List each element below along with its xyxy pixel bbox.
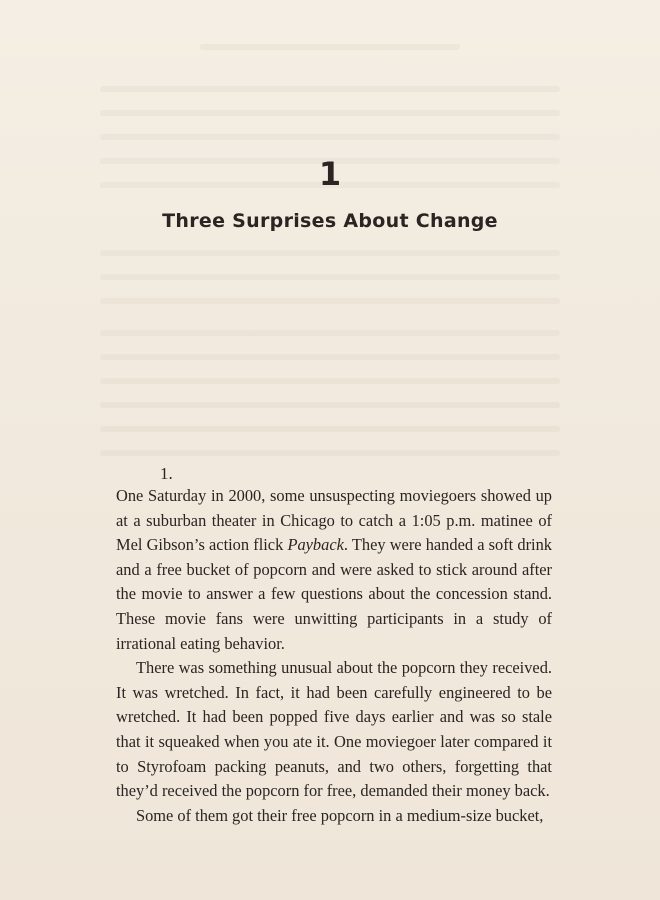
- paragraph-1-text-end: . They were handed a soft drink and a free bucket of popcorn and were asked to stick around after the movie to answer a few questions about the concession stand. These movie fans were unwitting participants in a study of irrational eating behavior.: [116, 535, 553, 653]
- show-through-line: [100, 426, 560, 432]
- show-through-line: [100, 354, 560, 360]
- show-through-line: [100, 274, 560, 280]
- movie-title: Payback: [287, 535, 344, 555]
- paragraph-2: There was something unusual about the popcorn they received. It was wretched. In fact, it had been carefully engineered to be wretched. It had been popped five days earlier and was so stale that it squeaked when you ate it. One moviegoer later compared it to Styrofoam packing peanuts, and two others, forgetting that they’d received the popcorn for free, demanded their money back.: [116, 658, 552, 801]
- show-through-line: [100, 298, 560, 304]
- show-through-line: [100, 450, 560, 456]
- show-through-line: [100, 402, 560, 408]
- section-number: 1.: [160, 464, 173, 483]
- show-through-line: [100, 250, 560, 256]
- paragraph-1: [116, 484, 552, 656]
- show-through-line: [100, 330, 560, 336]
- chapter-title: Three Surprises About Change: [162, 210, 498, 232]
- show-through-line: [100, 86, 560, 92]
- show-through-line: [100, 110, 560, 116]
- show-through-line: [200, 44, 460, 50]
- paragraph-1-text-start: One Saturday in 2000, some unsuspecting moviegoers showed up at a suburban theater in Chicago to catch a 1:05 p.m. matinee of Mel Gibson’s action flick: [116, 486, 552, 555]
- paragraph-3: Some of them got their free popcorn in a medium-size bucket,: [136, 805, 544, 825]
- show-through-line: [100, 134, 560, 140]
- chapter-number: 1: [318, 155, 342, 193]
- body-text: [116, 484, 552, 828]
- show-through-line: [100, 378, 560, 384]
